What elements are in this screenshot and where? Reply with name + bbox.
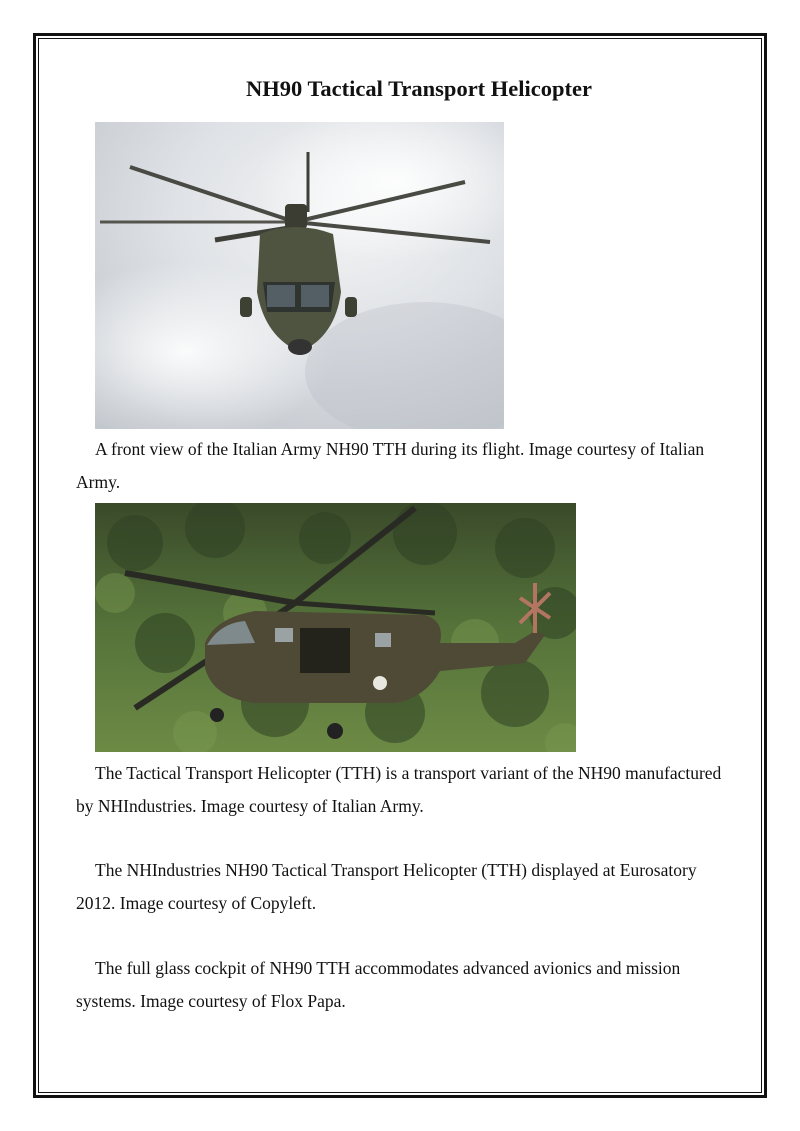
page-title: NH90 Tactical Transport Helicopter [245,76,592,101]
caption-1: A front view of the Italian Army NH90 TTH during its flight. Image courtesy of Italian Army. [76,439,705,492]
caption-4: The full glass cockpit of NH90 TTH accommodates advanced avionics and mission systems. Image courtesy of Flox Papa. [76,958,681,1011]
caption-2: The Tactical Transport Helicopter (TTH) is a transport variant of the NH90 manufactured by NHIndustries. Image courtesy of Italian Army. [76,763,722,816]
helicopter-front-photo [95,122,504,429]
caption-3: The NHIndustries NH90 Tactical Transport Helicopter (TTH) displayed at Eurosatory 2012. Image courtesy of Copyleft. [76,860,697,913]
helicopter-side-photo [95,503,576,752]
